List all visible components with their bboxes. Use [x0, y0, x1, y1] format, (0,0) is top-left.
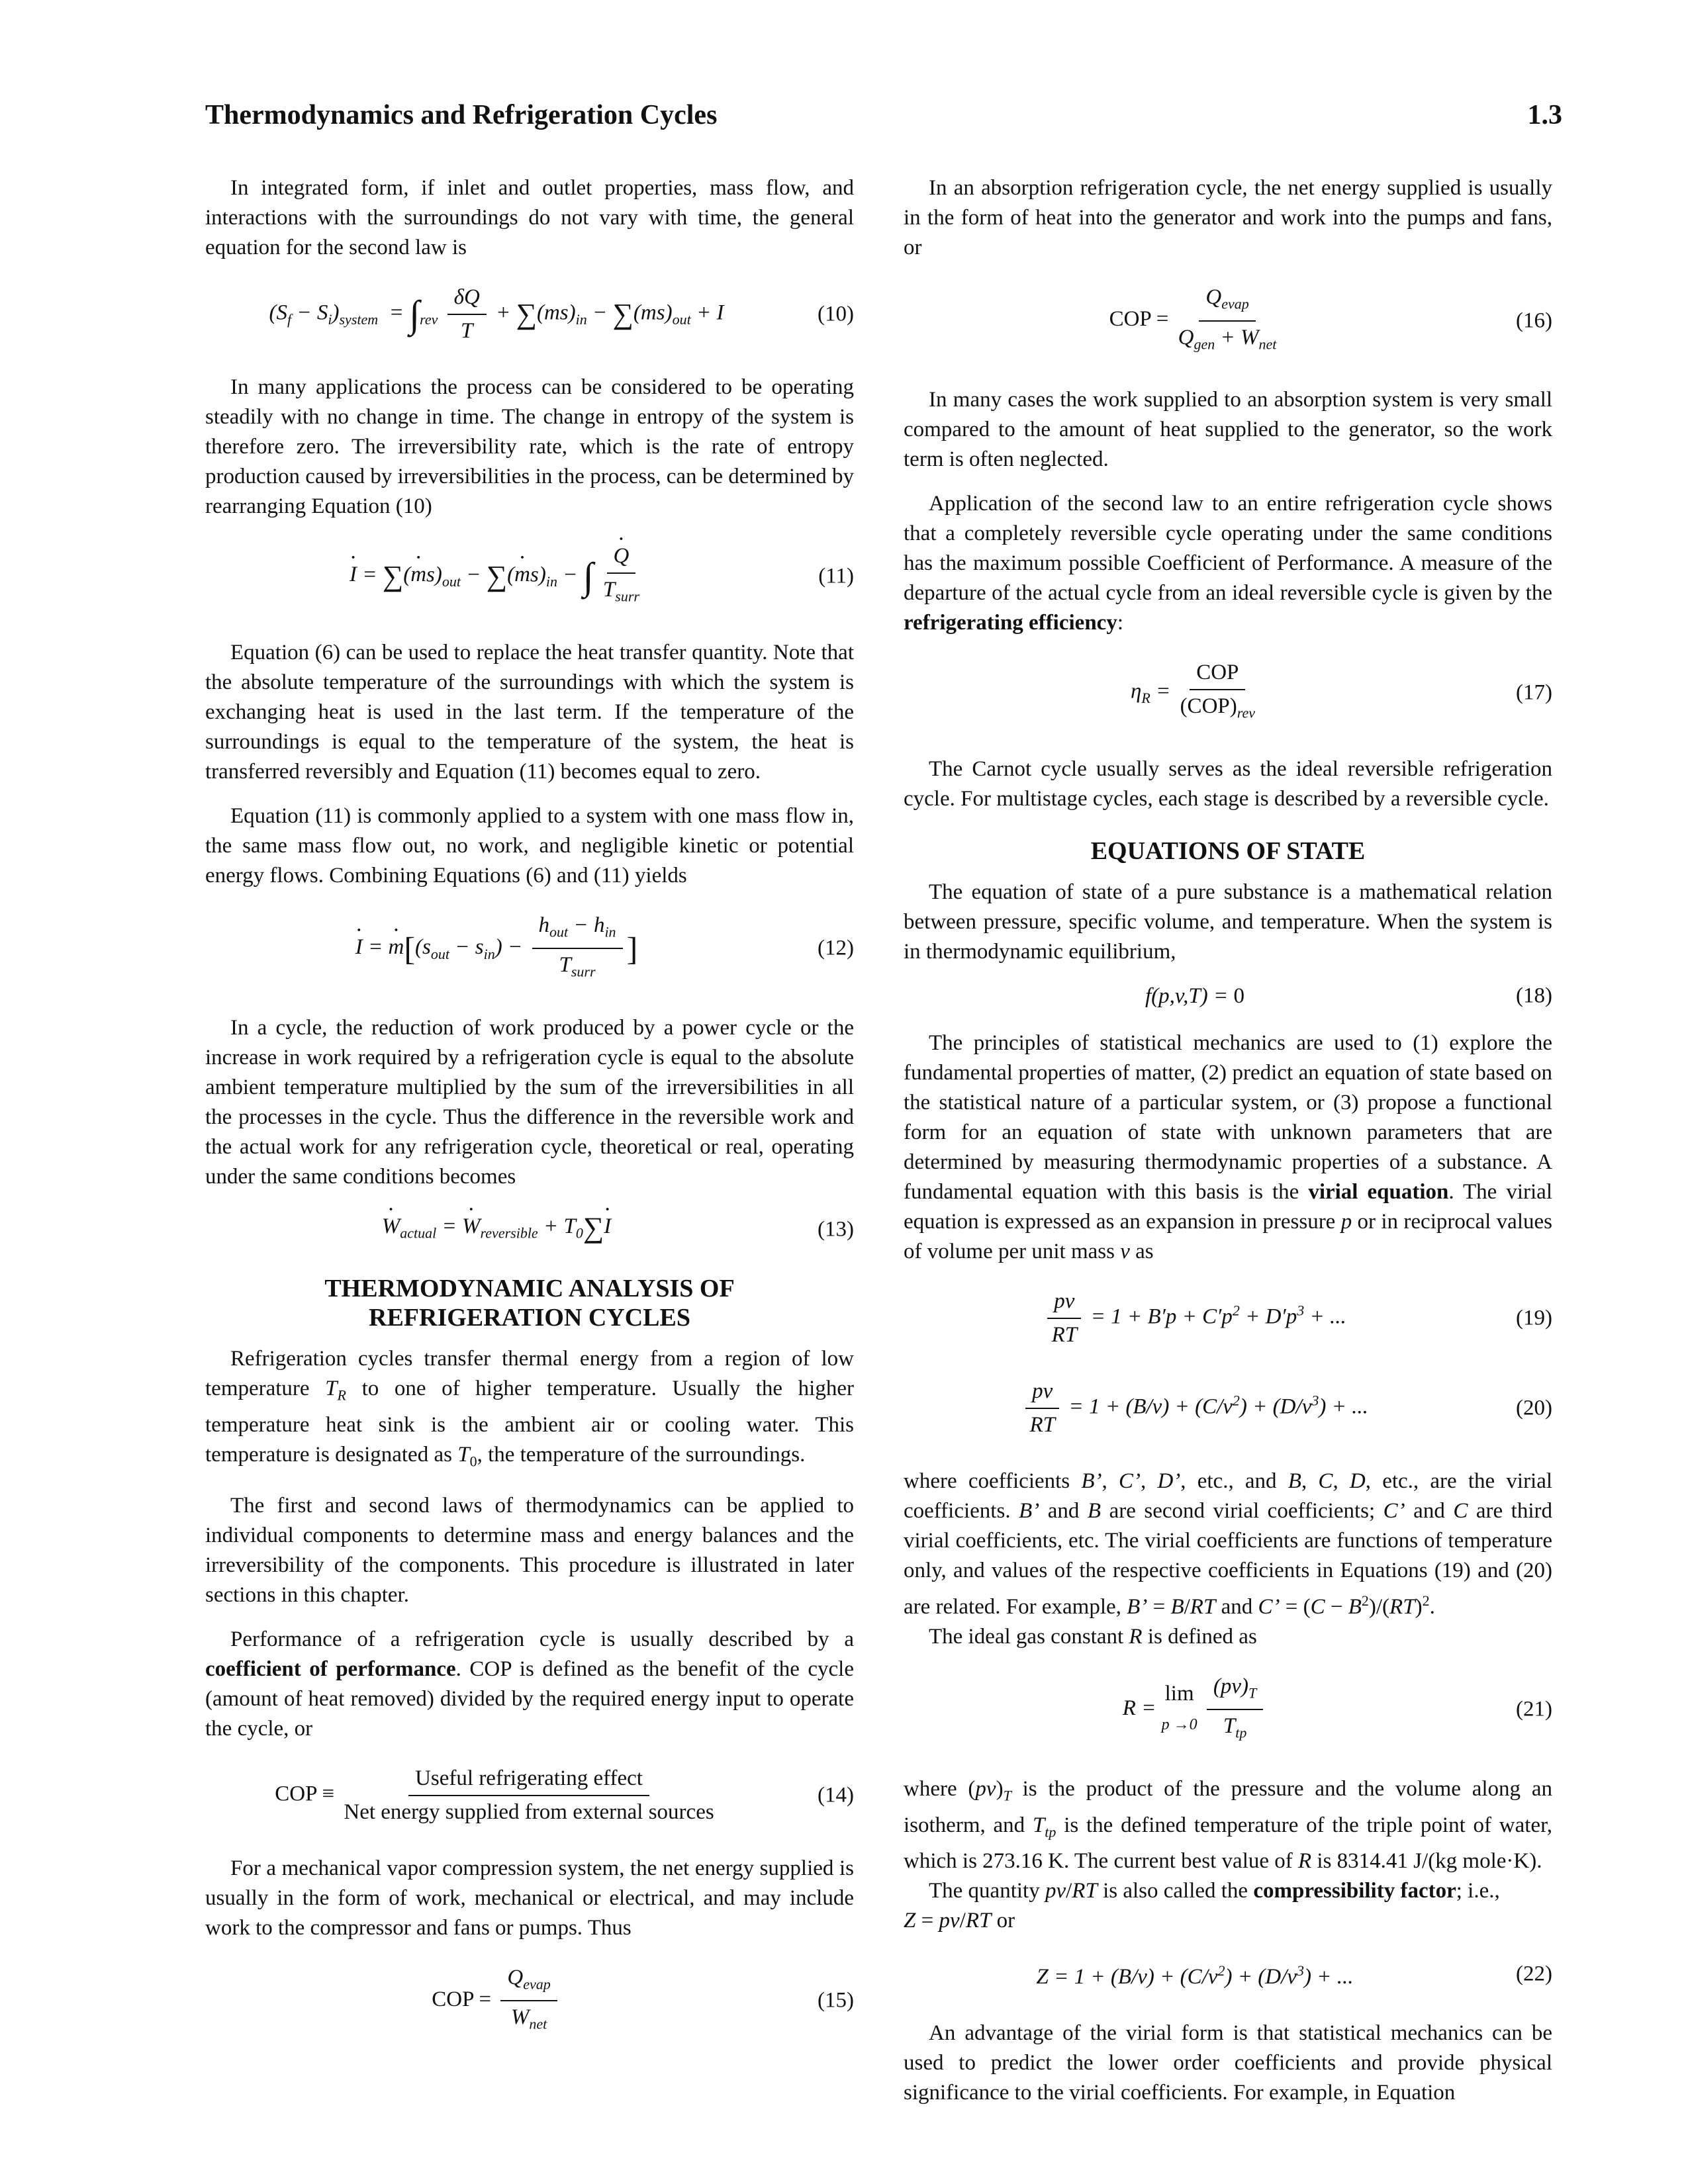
page-number: 1.3	[1527, 100, 1562, 130]
paragraph: The quantity pv/RT is also called the compressibility factor; i.e., Z = pv/RT or	[904, 1879, 1500, 1933]
paragraph: where coefficients B’, C’, D’, etc., and B, C, D, etc., are the virial coefficients. B’ and B are second virial coefficients; C’ and C are third virial coefficients, etc. The virial coefficients are functions of temperature only, and values of the respective coefficients in Equations (19) and (20) are related. For example, B’ = B/RT and C’ = $(C - B^2)/(RT)^2$.	[904, 1469, 1553, 1619]
paragraph: Application of the second law to an entire refrigeration cycle shows that a completely reversible cycle operating under the same conditions has the maximum possible Coefficient of Performance. A measure of the departure of the actual cycle from an ideal reversible cycle is given by the refrigerating efficiency:	[904, 492, 1552, 635]
section-heading	[205, 1274, 854, 1332]
paragraph: Performance of a refrigeration cycle is usually described by a coefficient of performance. COP is defined as the benefit of the cycle (amount of heat removed) divided by the required energy input to operate the cycle, or	[205, 1627, 854, 1741]
heading-line: REFRIGERATION CYCLES	[369, 1304, 690, 1332]
left-column	[205, 173, 854, 2066]
right-column	[904, 173, 1552, 2122]
page-header	[205, 99, 1562, 139]
bold-term: compressibility factor	[1253, 1879, 1456, 1903]
equation-17: $\eta_R$ = COP $(COP)_{rev}$ (17)	[904, 658, 1552, 728]
paragraph: Equation (11) is commonly applied to a system with one mass flow in, the same mass flow out, no work, and negligible kinetic or potential energy flows. Combining Equations (6) and (11) yields	[205, 803, 854, 887]
paragraph: where $(pv)_T$ is the product of the pressure and the volume along an isotherm, and $T_{tp}$ is the defined temperature of the triple point of water, which is 273.16 K. The current best value of R is 8314.41 J/(kg mole·K).	[904, 1776, 1552, 1874]
bold-term: virial equation	[1308, 1179, 1449, 1204]
paragraph: In an absorption refrigeration cycle, the net energy supplied is usually in the form of heat into the generator and work into the pumps and fans, or	[904, 176, 1552, 259]
equation-number: (15)	[818, 1988, 854, 2013]
equation-18: f(p,v,T) = 0 (18)	[904, 981, 1552, 1011]
paragraph: In a cycle, the reduction of work produced by a power cycle or the increase in work required by a refrigeration cycle is equal to the absolute ambient temperature multiplied by the sum of the irreversibilities in all the processes in the cycle. Thus the difference in the reversible work and the actual work for any refrigeration cycle, theoretical or real, operating under the same conditions becomes	[205, 1015, 854, 1189]
paragraph: In many applications the process can be considered to be operating steadily with no change in time. The change in entropy of the system is therefore zero. The irreversibility rate, which is the rate of entropy production caused by irreversibilities in the process, can be determined by rearranging Equation (10)	[205, 375, 854, 518]
paragraph: The first and second laws of thermodynamics can be applied to individual components to determine mass and energy balances and the irreversibility of the components. This procedure is illustrated in later sections in this chapter.	[205, 1493, 854, 1607]
equation-number: (22)	[1516, 1962, 1552, 1986]
paragraph: The Carnot cycle usually serves as the ideal reversible refrigeration cycle. For multistage cycles, each stage is described by a reversible cycle.	[904, 756, 1552, 811]
equation-21: R = lim p →0 $(pv)_T$ $T_{tp}$ (21)	[904, 1672, 1552, 1748]
equation-number: (21)	[1516, 1697, 1552, 1721]
equation-number: (18)	[1516, 983, 1552, 1008]
equation-number: (13)	[818, 1217, 854, 1242]
equation-19: $\frac{pv}{RT}$ = $1 + B'p + C'p^2 + D'p^3$ + ... (19)	[904, 1287, 1552, 1350]
equation-10: $(S_f - S_i)_{system} = \int_{rev}$ $\frac{\delta Q}{T}$ + $\sum(ms)_{in} - \sum(ms)_{out} + I$ (10)	[205, 283, 854, 346]
running-title: Thermodynamics and Refrigeration Cycles	[205, 100, 718, 130]
paragraph: The ideal gas constant R is defined as	[929, 1624, 1257, 1649]
heading-line: THERMODYNAMIC ANALYSIS OF	[324, 1275, 735, 1303]
equation-number: (10)	[818, 302, 854, 326]
equation-11: · I = ∑(· $ms)_{out}$ − ∑(· $ms)_{in}$ − ∫ · Q $T_{surr}$ (11)	[205, 541, 854, 612]
paragraph: In integrated form, if inlet and outlet properties, mass flow, and interactions with the surroundings do not vary with time, the general equation for the second law is	[205, 176, 854, 259]
equation-number: (20)	[1516, 1396, 1552, 1420]
paragraph: The equation of state of a pure substance is a mathematical relation between pressure, specific volume, and temperature. When the system is in thermodynamic equilibrium,	[904, 880, 1552, 964]
equation-number: (17)	[1516, 680, 1552, 705]
equation-22: $Z = 1 + (B/v) + (C/v^2) + (D/v^3)$ + ... (22)	[904, 1956, 1552, 1992]
equation-12: · I = · $m[(s_{out} - s_{in})$ − $h_{out} - h_{in}$ $T_{surr}$ ] (12)	[205, 911, 854, 987]
paragraph: An advantage of the virial form is that statistical mechanics can be used to predict the lower order coefficients and provide physical significance to the virial coefficients. For example, in Equation	[904, 2021, 1552, 2105]
paragraph: The principles of statistical mechanics are used to (1) explore the fundamental properties of matter, (2) predict an equation of state based on the statistical nature of a particular system, or (3) propose a functional form for an equation of state with unknown parameters that are determined by measuring thermodynamic properties of a substance. A fundamental equation with this basis is the virial equation. The virial equation is expressed as an expansion in pressure p or in reciprocal values of volume per unit mass v as	[904, 1030, 1552, 1263]
equation-number: (19)	[1516, 1306, 1552, 1330]
equation-14: COP ≡ Useful refrigerating effect Net energy supplied from external sources (14)	[205, 1764, 854, 1827]
paragraph: Refrigeration cycles transfer thermal energy from a region of low temperature $T_R$ to one of higher temperature. Usually the higher temperature heat sink is the ambient air or cooling water. This temperature is designated as $T_0$, the temperature of the surroundings.	[205, 1347, 854, 1470]
equation-number: (11)	[818, 564, 854, 588]
equation-13: · $W_{actual}$ = · $W_{reversible} + T_0\sum\cdot I$ (13)	[205, 1212, 854, 1248]
equation-20: $\frac{pv}{RT}$ = $1 + (B/v) + (C/v^2) + (D/v^3)$ + ... (20)	[904, 1377, 1552, 1440]
bold-term: coefficient of performance	[205, 1657, 456, 1681]
equation-number: (16)	[1516, 308, 1552, 333]
bold-term: refrigerating efficiency	[904, 611, 1117, 635]
equation-16: COP = $Q_{evap}$ $Q_{gen} + W_{net}$ (16)	[904, 283, 1552, 359]
equation-number: (12)	[818, 936, 854, 960]
section-heading: EQUATIONS OF STATE	[1090, 837, 1366, 865]
equation-number: (14)	[818, 1783, 854, 1807]
equation-15: COP = $Q_{evap}$ $W_{net}$ (15)	[205, 1963, 854, 2039]
paragraph: In many cases the work supplied to an absorption system is very small compared to the amount of heat supplied to the generator, so the work term is often neglected.	[904, 388, 1552, 472]
paragraph: For a mechanical vapor compression system, the net energy supplied is usually in the form of work, mechanical or electrical, and may include work to the compressor and fans or pumps. Thus	[205, 1856, 854, 1940]
paragraph: Equation (6) can be used to replace the heat transfer quantity. Note that the absolute temperature of the surroundings with which the system is exchanging heat is used in the last term. If the temperature of the surroundings is equal to the temperature of the system, the heat is transferred reversibly and Equation (11) becomes equal to zero.	[205, 640, 854, 784]
